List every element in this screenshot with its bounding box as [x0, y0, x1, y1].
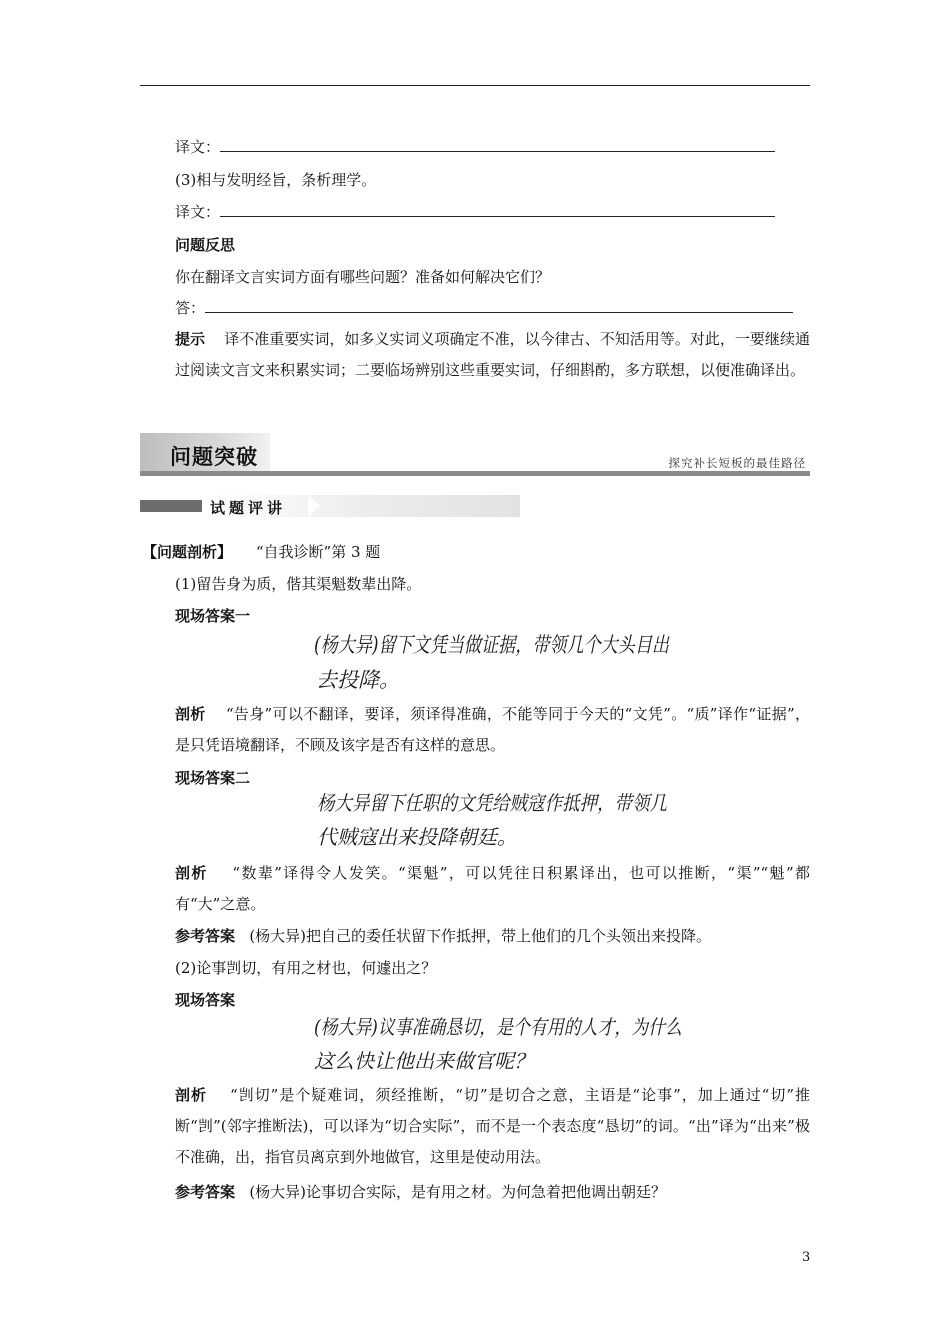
- reference-text: (杨大异)把自己的委任状留下作抵押，带上他们的几个头领出来投降。: [249, 927, 712, 945]
- reference-text: (杨大异)论事切合实际，是有用之材。为何急着把他调出朝廷？: [249, 1183, 667, 1201]
- reference-label: 参考答案: [175, 1183, 236, 1201]
- sub-header: [140, 495, 520, 517]
- tip-text: 译不准重要实词，如多义实词义项确定不准，以今律古、不知活用等。对此，一要继续通过阅读文言文来积累实词；二要临场辨别这些重要实词，仔细斟酌，多方联想，以便准确译出。: [175, 330, 810, 379]
- handwriting-line: 这么快让他出来做官呢？: [314, 1049, 534, 1073]
- q2-analysis: [175, 1080, 810, 1173]
- analysis-text: “数辈”译得令人发笑。“渠魁”，可以凭往日积累译出，也可以推断，“渠”“魁”都有“大”之意。: [175, 864, 810, 913]
- answer-line: [175, 298, 810, 318]
- translation-label: 译文：: [175, 203, 221, 221]
- q1-answer2-handwriting: [315, 786, 685, 854]
- blank-underline: [220, 137, 775, 152]
- q1-answer1-label: 现场答案一: [175, 607, 251, 625]
- q1-reference: [175, 926, 810, 946]
- section-subtitle: 探究补长短板的最佳路径: [668, 456, 806, 470]
- reference-label: 参考答案: [175, 927, 236, 945]
- sub-header-arrow: [308, 495, 320, 517]
- answer-label: 答：: [175, 299, 206, 317]
- q1-sentence: (1)留告身为质，偕其渠魁数辈出降。: [175, 575, 422, 593]
- sub-header-title: 试题评讲: [210, 499, 287, 517]
- item-3: (3)相与发明经旨，条析理学。: [175, 171, 377, 189]
- header-rule: [140, 85, 810, 86]
- analysis-text: “告身”可以不翻译，要译，须译得准确，不能等同于今天的“文凭”。“质”译作“证据”，是只凭语境翻译，不顾及该字是否有这样的意思。: [175, 705, 810, 754]
- translation-line-1: [175, 137, 810, 157]
- q1-analysis2: [175, 858, 810, 920]
- analysis-label: 剖析: [175, 864, 208, 882]
- q2-answer-label: 现场答案: [175, 991, 236, 1009]
- q1-answer1-handwriting: [310, 625, 680, 695]
- handwriting-line: (杨大异)留下文凭当做证据，带领几个大头目出: [314, 633, 671, 657]
- analysis-source: “自我诊断”第 3 题: [255, 543, 381, 561]
- section-header: [140, 433, 810, 477]
- q2-sentence: (2)论事剀切，有用之材也，何遽出之？: [175, 959, 437, 977]
- handwriting-line: 代贼寇出来投降朝廷。: [317, 825, 517, 849]
- analysis-label: 【问题剖析】: [142, 543, 233, 561]
- handwriting-line: (杨大异)议事准确恳切，是个有用的人才，为什么: [314, 1015, 683, 1039]
- analysis-label: 剖析: [175, 1086, 207, 1104]
- blank-underline: [205, 298, 793, 313]
- q1-analysis1: [175, 699, 810, 761]
- blank-underline: [220, 202, 775, 217]
- page-number: 3: [802, 1250, 811, 1265]
- q2-reference: [175, 1182, 810, 1202]
- analysis-intro: [142, 542, 810, 562]
- q1-answer2-label: 现场答案二: [175, 769, 251, 787]
- tip-label: 提示: [175, 330, 206, 348]
- reflection-question: 你在翻译文言实词方面有哪些问题？准备如何解决它们？: [175, 268, 551, 286]
- analysis-text: “剀切”是个疑难词，须经推断，“切”是切合之意，主语是“论事”，加上通过“切”推断“剀”(邻字推断法)，可以译为“切合实际”，而不是一个表态度“恳切”的词。“出”译为“出来”极不准确，出，指官员离京到外地做官，这里是使动用法。: [175, 1086, 810, 1166]
- reflection-heading: 问题反思: [175, 236, 236, 254]
- translation-line-2: [175, 202, 810, 222]
- section-header-bar: [140, 471, 810, 476]
- q2-answer-handwriting: [312, 1008, 692, 1078]
- handwriting-line: 杨大异留下任职的文凭给贼寇作抵押，带领几: [317, 791, 667, 815]
- analysis-label: 剖析: [175, 705, 206, 723]
- translation-label: 译文：: [175, 138, 221, 156]
- sub-header-dark-block: [140, 500, 202, 512]
- tip-paragraph: [175, 324, 810, 386]
- section-title: 问题突破: [170, 445, 258, 469]
- handwriting-line: 去投降。: [316, 668, 400, 692]
